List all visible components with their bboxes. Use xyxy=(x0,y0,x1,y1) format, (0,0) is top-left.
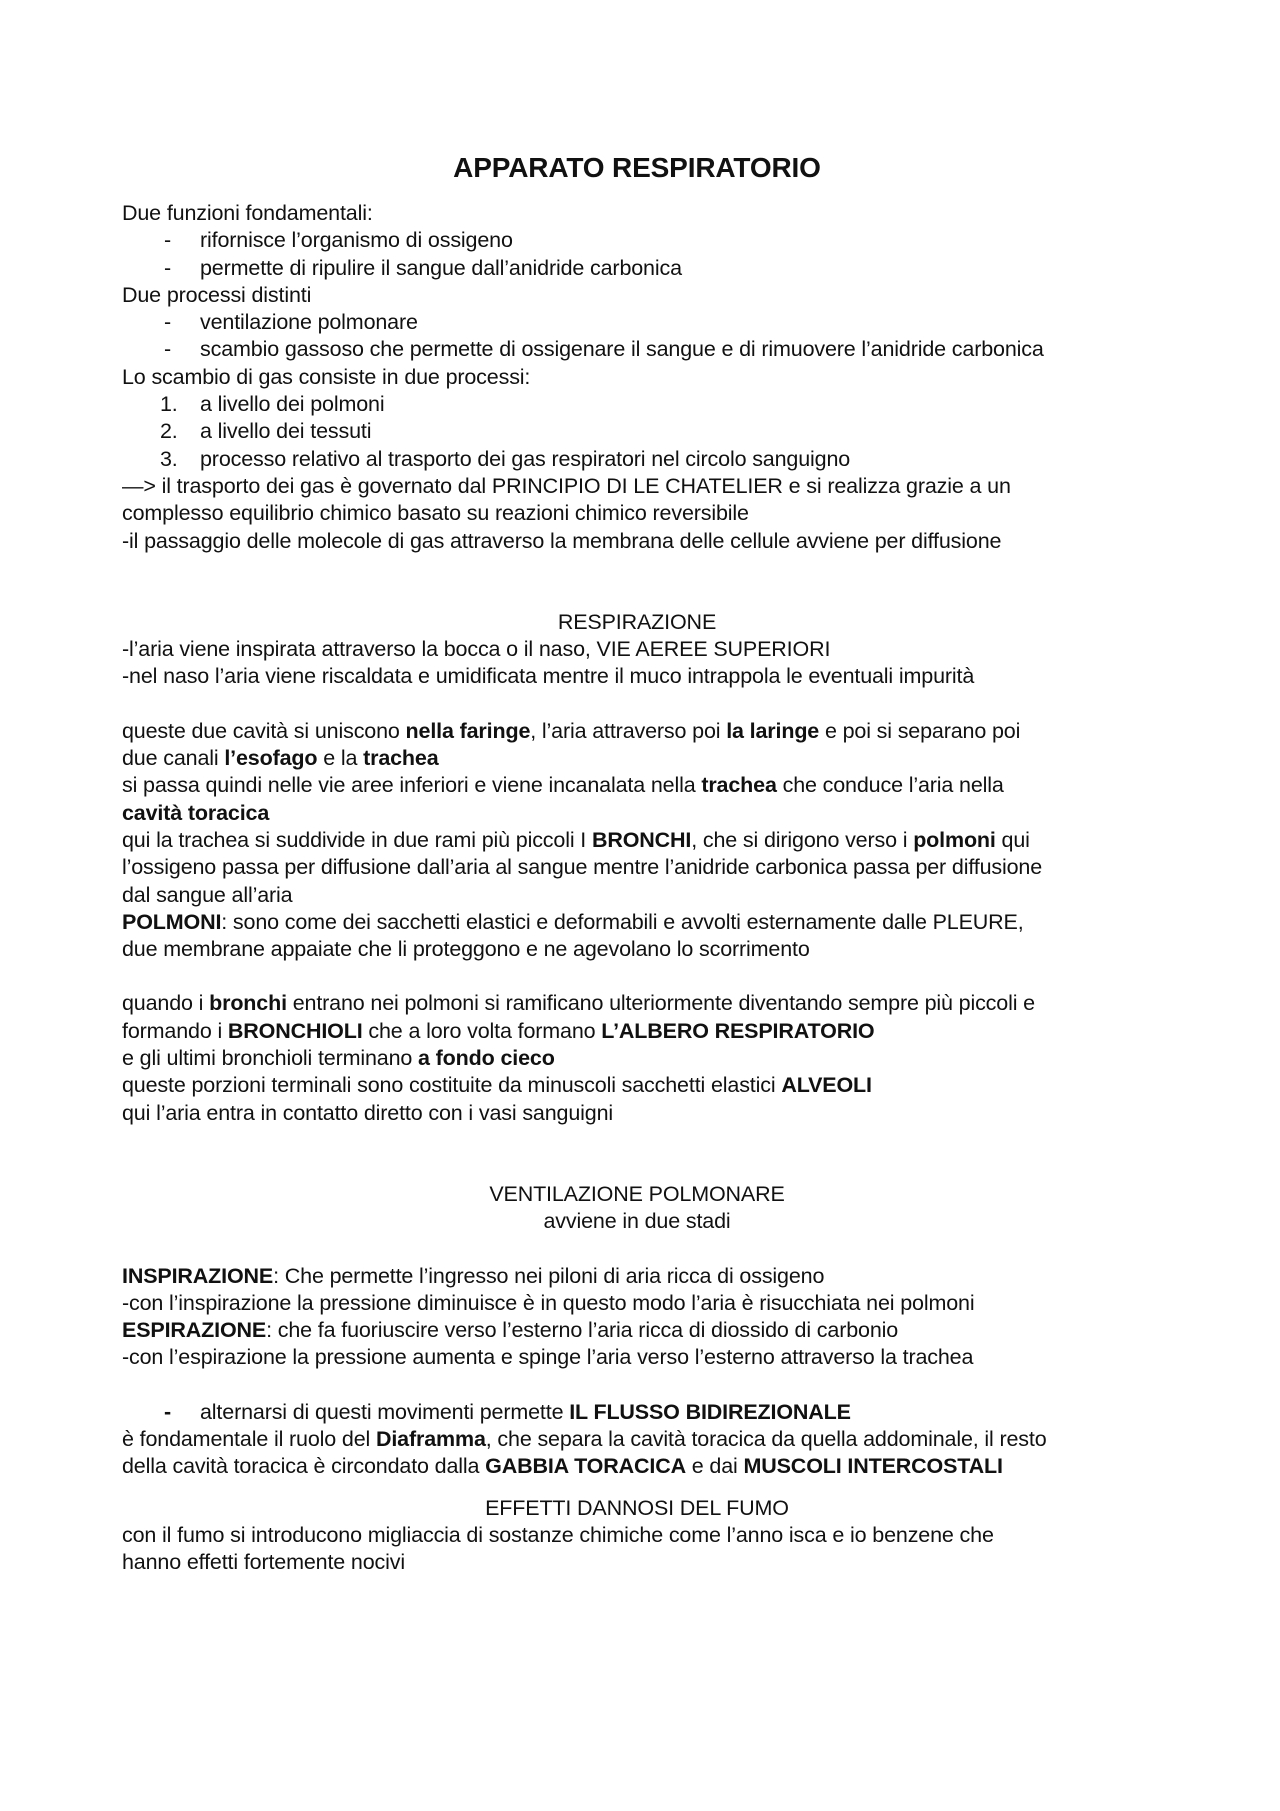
paragraph-line: formando i BRONCHIOLI che a loro volta formano L’ALBERO RESPIRATORIO xyxy=(122,1018,875,1043)
paragraph-line: l’ossigeno passa per diffusione dall’aria al sangue mentre l’anidride carbonica passa per diffusione xyxy=(122,855,1043,880)
section-heading-fumo: EFFETTI DANNOSI DEL FUMO xyxy=(485,1495,789,1520)
list-item: - scambio gassoso che permette di ossigenare il sangue e di rimuovere l’anidride carbonica xyxy=(122,336,1172,363)
paragraph-line xyxy=(122,800,1172,827)
paragraph-line: quando i bronchi entrano nei polmoni si ramificano ulteriormente diventando sempre più piccoli e xyxy=(122,991,1035,1016)
bold-term: L’ALBERO RESPIRATORIO xyxy=(601,1018,875,1043)
list-item: - ventilazione polmonare xyxy=(122,309,1172,336)
paragraph-line: -l’aria viene inspirata attraverso la bocca o il naso, VIE AEREE SUPERIORI xyxy=(122,637,831,662)
paragraph-line: e gli ultimi bronchioli terminano a fondo cieco xyxy=(122,1046,555,1071)
bold-term: trachea xyxy=(701,773,777,798)
bold-term: BRONCHI xyxy=(591,827,692,852)
paragraph-line: -con l’inspirazione la pressione diminuisce è in questo modo l’aria è risucchiata nei polmoni xyxy=(122,1290,975,1315)
transport-note-line2: complesso equilibrio chimico basato su reazioni chimico reversibile xyxy=(122,501,749,526)
paragraph-line: con il fumo si introducono migliaccia di sostanze chimiche come l’anno isca e io benzene che xyxy=(122,1522,994,1547)
page-title: APPARATO RESPIRATORIO xyxy=(453,152,821,183)
paragraph-line: hanno effetti fortemente nocivi xyxy=(122,1550,405,1575)
bold-term: ESPIRAZIONE xyxy=(122,1318,267,1343)
list-text: processo relativo al trasporto dei gas respiratori nel circolo sanguigno xyxy=(200,446,851,471)
bold-term: MUSCOLI INTERCOSTALI xyxy=(743,1454,1003,1479)
list-item xyxy=(122,391,1172,418)
flow-list xyxy=(122,1399,1172,1426)
paragraph-line: due canali l’esofago e la trachea xyxy=(122,746,439,771)
transport-note-line1: —> il trasporto dei gas è governato dal PRINCIPIO DI LE CHATELIER e si realizza grazie a un xyxy=(122,473,1011,498)
paragraph-line: qui la trachea si suddivide in due rami più piccoli I BRONCHI, che si dirigono verso i polmoni qui xyxy=(122,827,1030,852)
paragraph-line: è fondamentale il ruolo del Diaframma, che separa la cavità toracica da quella addominale, il resto xyxy=(122,1426,1047,1451)
bold-term: la laringe xyxy=(726,718,820,743)
bold-term: GABBIA TORACICA xyxy=(485,1454,686,1479)
functions-heading: Due funzioni fondamentali: xyxy=(122,201,373,225)
list-item: - permette di ripulire il sangue dall’anidride carbonica xyxy=(122,255,1172,282)
paragraph-line: ESPIRAZIONE: che fa fuoriuscire verso l’esterno l’aria ricca di diossido di carbonio xyxy=(122,1318,899,1343)
section-heading-respirazione: RESPIRAZIONE xyxy=(557,609,717,634)
processes-heading: Due processi distinti xyxy=(122,282,312,307)
bold-term: IL FLUSSO BIDIREZIONALE xyxy=(569,1399,851,1424)
section-subheading: avviene in due stadi xyxy=(543,1209,731,1234)
processes-list xyxy=(122,309,1172,364)
exchange-heading: Lo scambio di gas consiste in due processi: xyxy=(122,364,531,389)
list-text: a livello dei polmoni xyxy=(200,392,385,417)
bold-term: a fondo cieco xyxy=(418,1046,555,1071)
bold-term: POLMONI xyxy=(122,909,222,934)
list-item xyxy=(122,446,1172,473)
paragraph-line: si passa quindi nelle vie aree inferiori e viene incanalata nella trachea che conduce l’aria nella xyxy=(122,773,1004,798)
bold-term: polmoni xyxy=(913,827,996,852)
bold-term: BRONCHIOLI xyxy=(227,1018,363,1043)
section-heading-ventilazione: VENTILAZIONE POLMONARE xyxy=(489,1181,785,1206)
list-number: 3. xyxy=(160,446,178,471)
bold-term: trachea xyxy=(363,746,439,771)
bold-term: bronchi xyxy=(209,991,287,1016)
paragraph-line: due membrane appaiate che li proteggono e ne agevolano lo scorrimento xyxy=(122,937,810,962)
bold-term: cavità toracica xyxy=(122,800,270,825)
paragraph-line: -con l’espirazione la pressione aumenta e spinge l’aria verso l’esterno attraverso la trachea xyxy=(122,1345,974,1370)
list-item xyxy=(122,418,1172,445)
paragraph-line: della cavità toracica è circondato dalla GABBIA TORACICA e dai MUSCOLI INTERCOSTALI xyxy=(122,1454,1003,1479)
paragraph-line: INSPIRAZIONE: Che permette l’ingresso nei piloni di aria ricca di ossigeno xyxy=(122,1263,825,1288)
paragraph-line: queste porzioni terminali sono costituite da minuscoli sacchetti elastici ALVEOLI xyxy=(122,1073,872,1098)
document-page xyxy=(122,150,1172,1576)
paragraph-line: dal sangue all’aria xyxy=(122,882,293,907)
bold-term: ALVEOLI xyxy=(781,1073,872,1098)
list-text: a livello dei tessuti xyxy=(200,419,372,444)
list-number: 1. xyxy=(160,392,178,417)
paragraph-line: POLMONI: sono come dei sacchetti elastici e deformabili e avvolti esternamente dalle PLEURE, xyxy=(122,909,1024,934)
exchange-list xyxy=(122,391,1172,473)
paragraph-line: queste due cavità si uniscono nella faringe, l’aria attraverso poi la laringe e poi si separano poi xyxy=(122,718,1021,743)
list-number: 2. xyxy=(160,419,178,444)
bold-term: INSPIRAZIONE xyxy=(122,1263,274,1288)
functions-list xyxy=(122,227,1172,282)
list-item: - alternarsi di questi movimenti permette IL FLUSSO BIDIREZIONALE xyxy=(122,1399,1172,1426)
list-item: - rifornisce l’organismo di ossigeno xyxy=(122,227,1172,254)
diffusion-note: -il passaggio delle molecole di gas attraverso la membrana delle cellule avviene per diffusione xyxy=(122,528,1002,553)
bold-term: nella faringe xyxy=(405,718,531,743)
bold-term: l’esofago xyxy=(224,746,318,771)
bold-term: Diaframma xyxy=(375,1426,486,1451)
paragraph-line: qui l’aria entra in contatto diretto con i vasi sanguigni xyxy=(122,1100,614,1125)
paragraph-line: -nel naso l’aria viene riscaldata e umidificata mentre il muco intrappola le eventuali impurità xyxy=(122,664,975,689)
